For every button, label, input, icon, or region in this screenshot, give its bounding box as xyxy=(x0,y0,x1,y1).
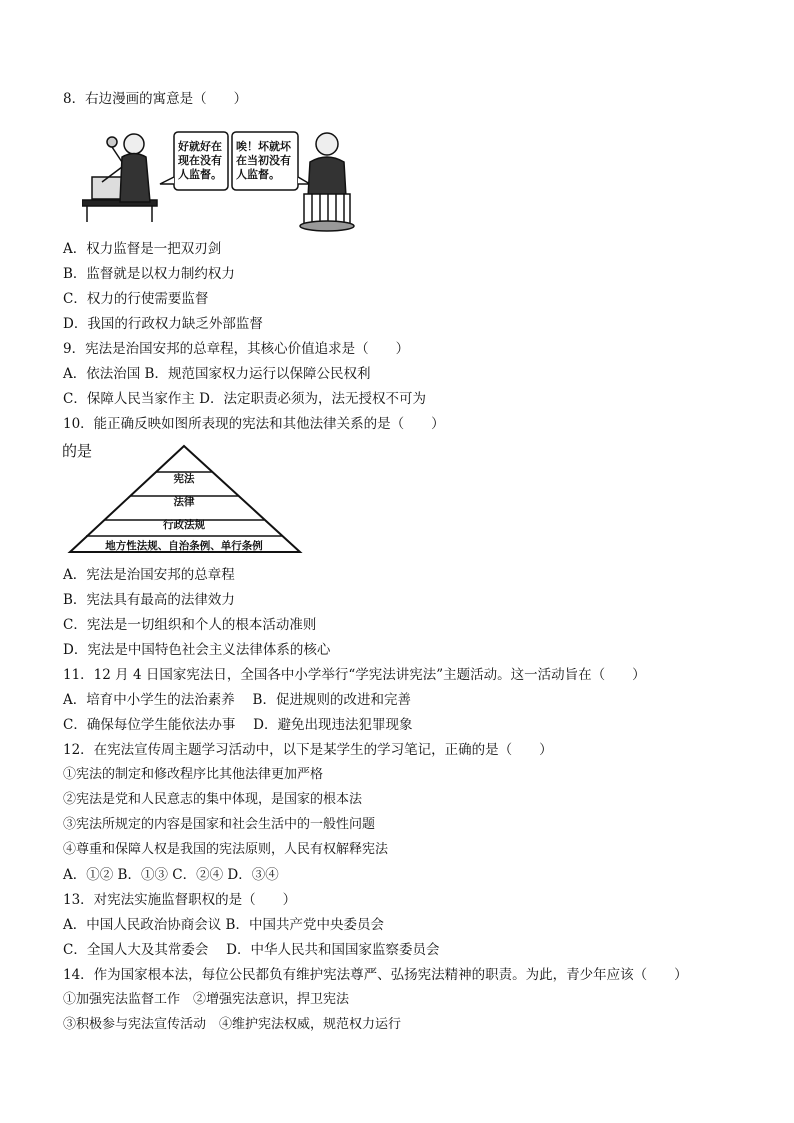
bubble-left-line: 人监督。 xyxy=(178,168,222,181)
q10-option-c: C．宪法是一切组织和个人的根本活动准则 xyxy=(63,617,317,633)
q8-option-a: A．权力监督是一把双刃剑 xyxy=(63,241,222,257)
q9-options-ab: A．依法治国 B．规范国家权力运行以保障公民权利 xyxy=(63,366,371,382)
q13-stem: 13．对宪法实施监督职权的是（ ） xyxy=(63,892,297,908)
q10-option-d: D．宪法是中国特色社会主义法律体系的核心 xyxy=(63,642,331,658)
q12-item-2: ②宪法是党和人民意志的集中体现，是国家的根本法 xyxy=(63,792,363,807)
q12-item-1: ①宪法的制定和修改程序比其他法律更加严格 xyxy=(63,767,324,782)
q12-item-4: ④尊重和保障人权是我国的宪法原则，人民有权解释宪法 xyxy=(63,842,389,857)
bubble-left-line: 现在没有 xyxy=(178,154,222,167)
bubble-right-line: 唉！坏就坏 xyxy=(236,140,291,153)
bubble-left-line: 好就好在 xyxy=(178,140,222,153)
pyramid-level-admin-regulations: 行政法规 xyxy=(163,519,205,531)
pyramid-level-local-regulations: 地方性法规、自治条例、单行条例 xyxy=(105,540,263,552)
bubble-right xyxy=(236,140,291,182)
q13-options-ab: A．中国人民政治协商会议 B．中国共产党中央委员会 xyxy=(63,917,384,933)
q8-cartoon xyxy=(82,122,357,232)
q13-options-cd: C．全国人大及其常委会 D．中华人民共和国国家监察委员会 xyxy=(63,942,440,958)
bubble-left xyxy=(178,140,222,182)
q11-options-cd: C．确保每位学生能依法办事 D．避免出现违法犯罪现象 xyxy=(63,717,413,733)
q10-fragment: 的是 xyxy=(62,442,93,460)
q8-option-d: D．我国的行政权力缺乏外部监督 xyxy=(63,316,263,332)
q10-option-a: A．宪法是治国安邦的总章程 xyxy=(63,567,235,583)
q14-items-12: ①加强宪法监督工作 ②增强宪法意识，捍卫宪法 xyxy=(63,992,350,1007)
q8-stem: 8．右边漫画的寓意是（ ） xyxy=(63,91,248,107)
q8-option-c: C．权力的行使需要监督 xyxy=(63,291,209,307)
pyramid-level-law: 法律 xyxy=(173,496,195,508)
bubble-right-line: 人监督。 xyxy=(236,168,280,181)
q10-option-b: B．宪法具有最高的法律效力 xyxy=(63,592,235,608)
q14-items-34: ③积极参与宪法宣传活动 ④维护宪法权威，规范权力运行 xyxy=(63,1017,402,1032)
q11-options-ab: A．培育中小学生的法治素养 B．促进规则的改进和完善 xyxy=(63,692,411,708)
q11-stem: 11．12 月 4 日国家宪法日，全国各中小学举行“学宪法讲宪法”主题活动。这一活动旨在（ ） xyxy=(63,667,646,683)
q14-stem: 14．作为国家根本法，每位公民都负有维护宪法尊严、弘扬宪法精神的职责。为此，青少年应该（ ） xyxy=(63,967,688,983)
q10-stem: 10．能正确反映如图所表现的宪法和其他法律关系的是（ ） xyxy=(63,416,445,432)
q9-options-cd: C．保障人民当家作主 D．法定职责必须为，法无授权不可为 xyxy=(63,391,426,407)
bubble-right-line: 在当初没有 xyxy=(236,154,291,167)
q12-stem: 12．在宪法宣传周主题学习活动中，以下是某学生的学习笔记，正确的是（ ） xyxy=(63,742,553,758)
q12-options: A．①② B．①③ C．②④ D．③④ xyxy=(63,867,279,883)
q9-stem: 9．宪法是治国安邦的总章程，其核心价值追求是（ ） xyxy=(63,341,410,357)
law-hierarchy-pyramid xyxy=(66,440,306,558)
q8-option-b: B．监督就是以权力制约权力 xyxy=(63,266,235,282)
pyramid-level-constitution: 宪法 xyxy=(173,473,195,485)
q12-item-3: ③宪法所规定的内容是国家和社会生活中的一般性问题 xyxy=(63,817,376,832)
